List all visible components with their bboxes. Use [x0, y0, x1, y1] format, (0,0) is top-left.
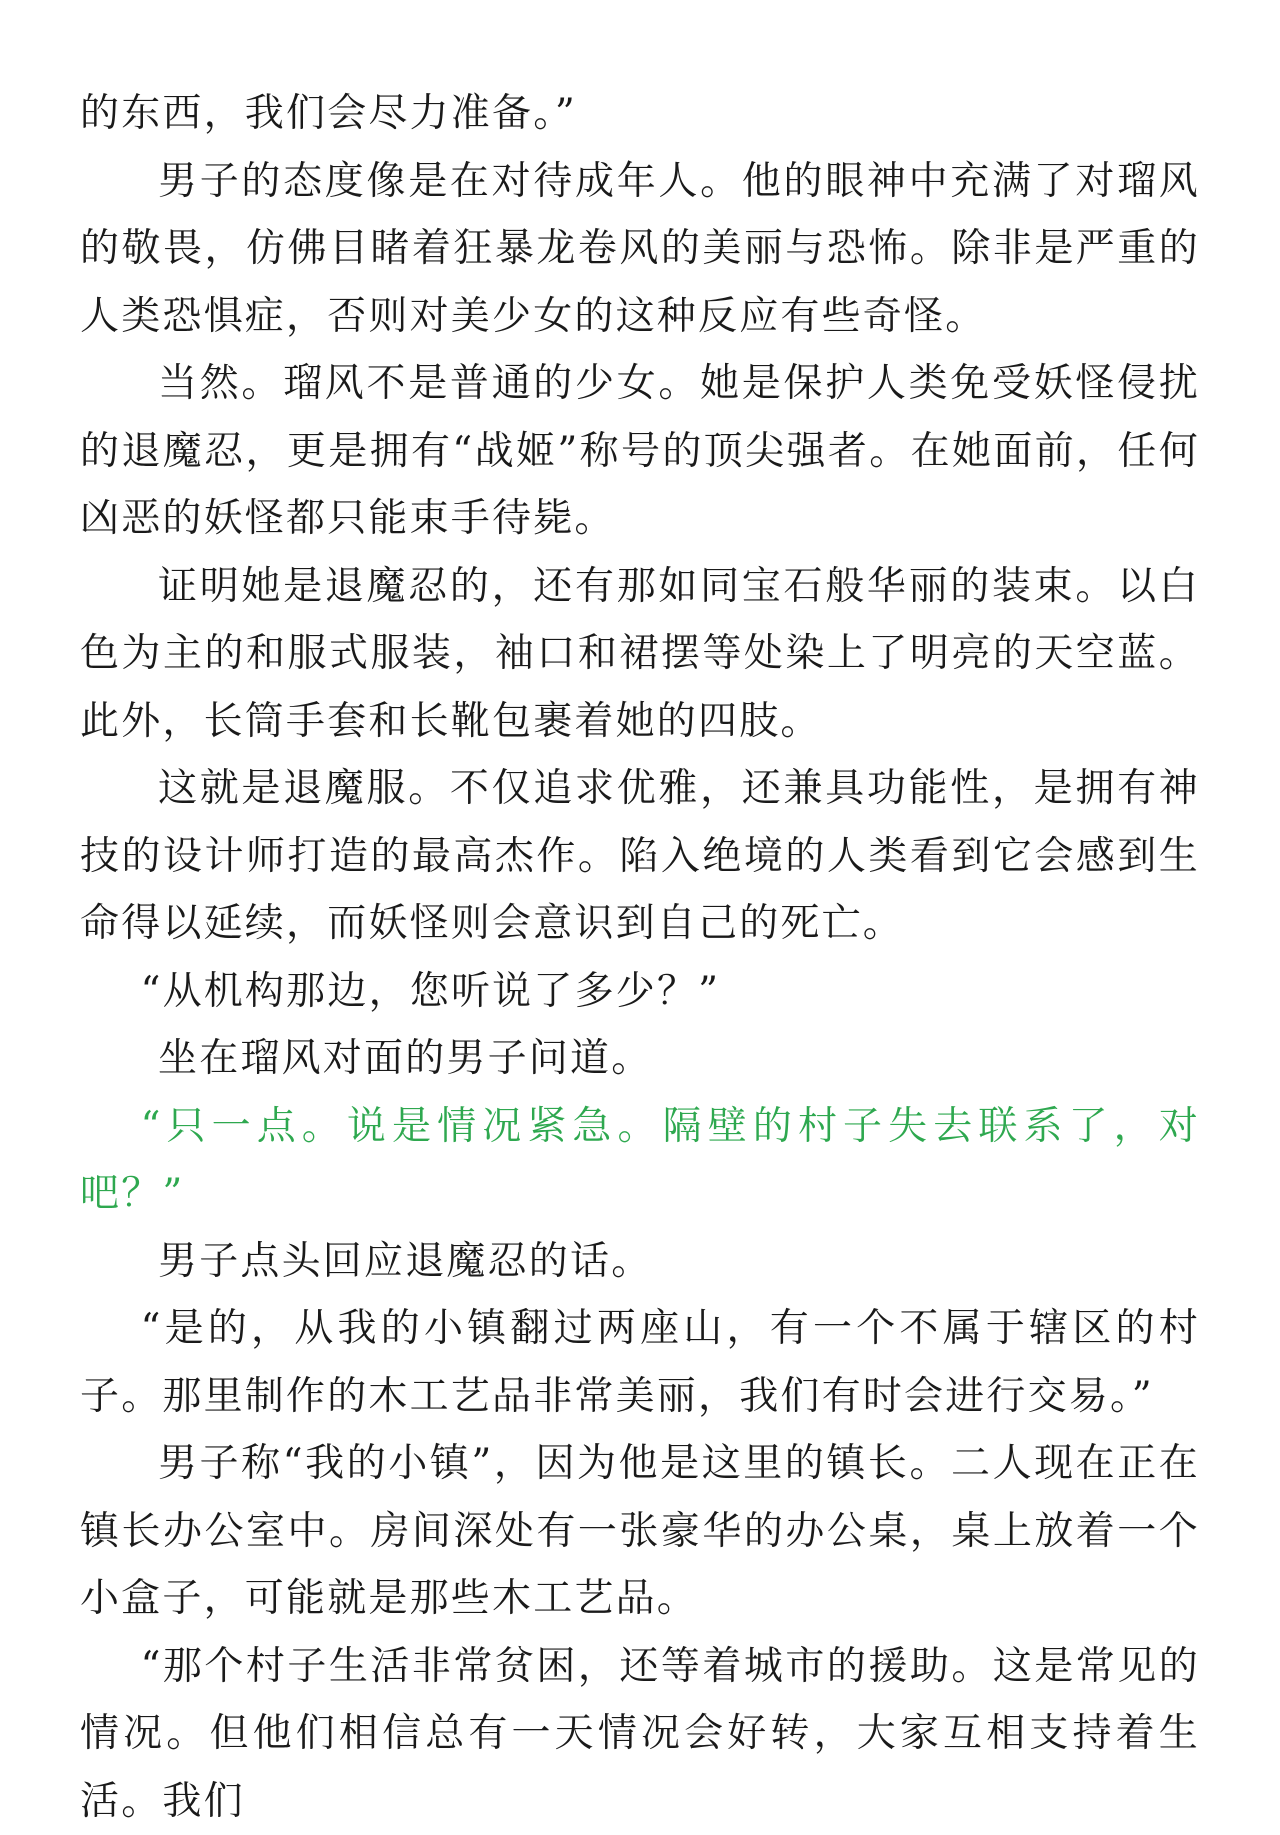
- dialogue-line-1: “从机构那边，您听说了多少？”: [80, 958, 1200, 1026]
- paragraph-3: 当然。瑠风不是普通的少女。她是保护人类免受妖怪侵扰的退魔忍，更是拥有“战姬”称号的顶尖强者。在她面前，任何凶恶的妖怪都只能束手待毙。: [80, 350, 1200, 553]
- novel-text-block: [80, 80, 1200, 1835]
- paragraph-1: 的东西，我们会尽力准备。”: [80, 80, 1200, 148]
- paragraph-5: 这就是退魔服。不仅追求优雅，还兼具功能性，是拥有神技的设计师打造的最高杰作。陷入绝境的人类看到它会感到生命得以延续，而妖怪则会意识到自己的死亡。: [80, 755, 1200, 958]
- dialogue-line-2: “是的，从我的小镇翻过两座山，有一个不属于辖区的村子。那里制作的木工艺品非常美丽，我们有时会进行交易。”: [80, 1295, 1200, 1430]
- paragraph-8: 男子称“我的小镇”，因为他是这里的镇长。二人现在正在镇长办公室中。房间深处有一张豪华的办公桌，桌上放着一个小盒子，可能就是那些木工艺品。: [80, 1430, 1200, 1633]
- dialogue-line-highlighted: “只一点。说是情况紧急。隔壁的村子失去联系了，对吧？”: [80, 1093, 1200, 1228]
- paragraph-6: 坐在瑠风对面的男子问道。: [80, 1025, 1200, 1093]
- paragraph-7: 男子点头回应退魔忍的话。: [80, 1228, 1200, 1296]
- paragraph-2: 男子的态度像是在对待成年人。他的眼神中充满了对瑠风的敬畏，仿佛目睹着狂暴龙卷风的美丽与恐怖。除非是严重的人类恐惧症，否则对美少女的这种反应有些奇怪。: [80, 148, 1200, 351]
- dialogue-line-3: “那个村子生活非常贫困，还等着城市的援助。这是常见的情况。但他们相信总有一天情况会好转，大家互相支持着生活。我们: [80, 1633, 1200, 1835]
- paragraph-4: 证明她是退魔忍的，还有那如同宝石般华丽的装束。以白色为主的和服式服装，袖口和裙摆等处染上了明亮的天空蓝。此外，长筒手套和长靴包裹着她的四肢。: [80, 553, 1200, 756]
